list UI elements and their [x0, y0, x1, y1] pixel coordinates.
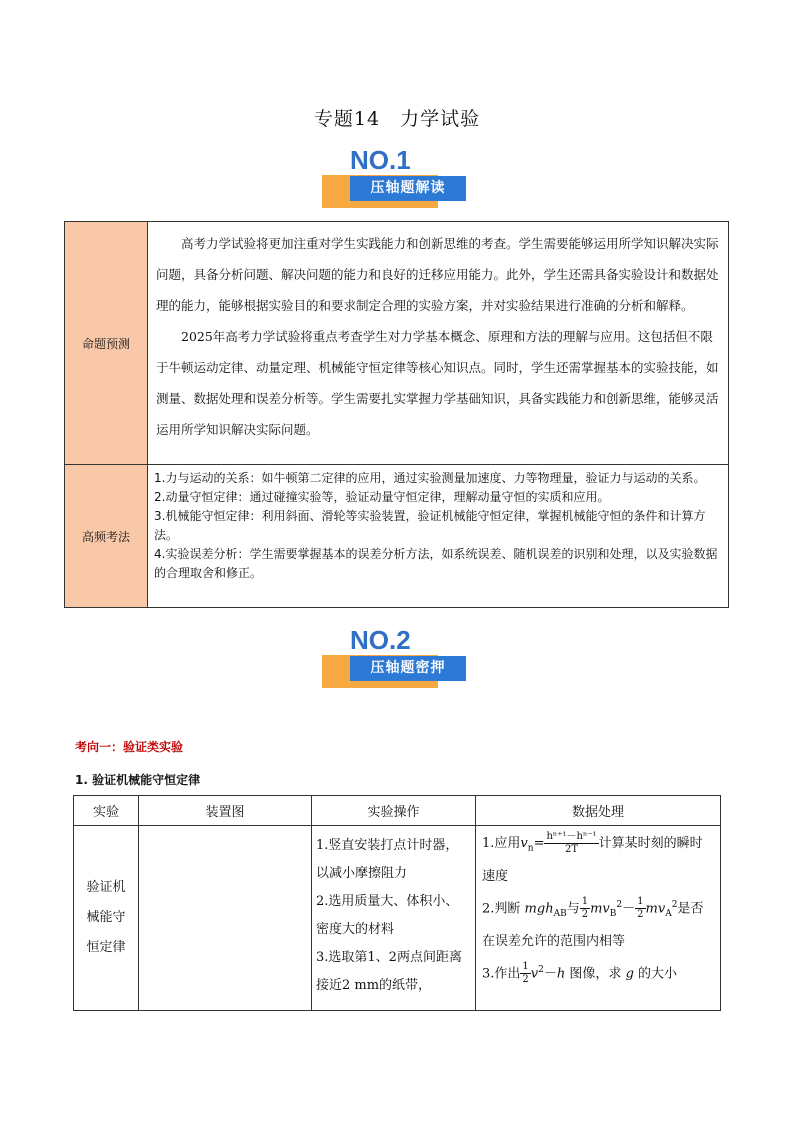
paragraph: 高考力学试验将更加注重对学生实践能力和创新思维的考查。学生需要能够运用所学知识解决实际问题，具备分析问题、解决问题的能力和良好的迁移应用能力。此外，学生还需具备实验设计和数据处理的能力，能够根据实验目的和要求制定合理的实验方案，并对实验结果进行准确的分析和解释。: [156, 236, 719, 313]
section-badge-1: [322, 145, 452, 211]
table-row: [65, 465, 729, 608]
badge-number: NO.2: [350, 625, 411, 655]
processing-step-2: 2.判断 mgh$_{AB}$与 $\frac{1}{2}$ $mv_B^2-$ $\frac{1}{2}$ $mv_A^2$是否在误差允许的范围内相等: [482, 895, 704, 949]
column-header: 数据处理: [476, 796, 721, 826]
table-row: [74, 826, 721, 1011]
column-header: 实验: [74, 796, 139, 826]
overview-table: [64, 221, 729, 608]
sub-heading: 1. 验证机械能守恒定律: [75, 773, 201, 787]
operation-step: 2.选用质量大、体积小、密度大的材料: [316, 894, 459, 937]
row-body: [148, 465, 729, 608]
operation-step: 1.竖直安装打点计时器，以减小摩擦阻力: [316, 838, 459, 881]
column-header: 装置图: [139, 796, 312, 826]
section-badge-2: [322, 625, 452, 691]
row-body: [148, 222, 729, 465]
data-processing-cell: [476, 826, 721, 1011]
list-item: 1.力与运动的关系：如牛顿第二定律的应用，通过实验测量加速度、力等物理量，验证力与运动的关系。: [154, 471, 706, 485]
apparatus-cell: [139, 826, 312, 1011]
table-row: [65, 222, 729, 465]
page-title: 专题14 力学试验: [313, 108, 481, 130]
experiment-table: [73, 795, 721, 1011]
operation-step: 3.选取第1、2两点间距离接近2 mm的纸带，: [316, 950, 462, 993]
experiment-name-text: 验证机械能守恒定律: [86, 880, 126, 955]
formula-fraction: $\frac{\text{hⁿ⁺¹－hⁿ⁻¹}}{2T}$: [546, 831, 597, 855]
operations-cell: [312, 826, 476, 1011]
section-heading: 考向一：验证类实验: [75, 740, 184, 754]
list-item: 3.机械能守恒定律：利用斜面、滑轮等实验装置，验证机械能守恒定律，掌握机械能守恒的条件和计算方法。: [154, 509, 706, 542]
table-header-row: [74, 796, 721, 826]
paragraph: 2025年高考力学试验将重点考查学生对力学基本概念、原理和方法的理解与应用。这包括但不限于牛顿运动定律、动量定理、机械能守恒定律等核心知识点。同时，学生还需掌握基本的实验技能，如测量、数据处理和误差分析等。学生需要扎实掌握力学基础知识，具备实践能力和创新思维，能够灵活运用所学知识解决实际问题。: [156, 329, 719, 437]
list-item: 2.动量守恒定律：通过碰撞实验等，验证动量守恒定律，理解动量守恒的实质和应用。: [154, 490, 610, 504]
badge-label: 压轴题密押: [350, 656, 466, 681]
processing-step-1: 1.应用$v_n=$ $\frac{\text{hⁿ⁺¹－hⁿ⁻¹}}{2T}$ 计算某时刻的瞬时速度: [482, 831, 703, 884]
list-item: 4.实验误差分析：学生需要掌握基本的误差分析方法，如系统误差、随机误差的识别和处理，以及实验数据的合理取舍和修正。: [154, 547, 718, 580]
processing-step-3: 3.作出 $\frac{1}{2}$ $v^2-h$ 图像，求 g 的大小: [482, 960, 678, 985]
experiment-name: [74, 826, 139, 1011]
badge-number: NO.1: [350, 145, 411, 175]
row-label: 高频考法: [65, 465, 148, 608]
column-header: 实验操作: [312, 796, 476, 826]
row-label: 命题预测: [65, 222, 148, 465]
badge-label: 压轴题解读: [350, 176, 466, 201]
